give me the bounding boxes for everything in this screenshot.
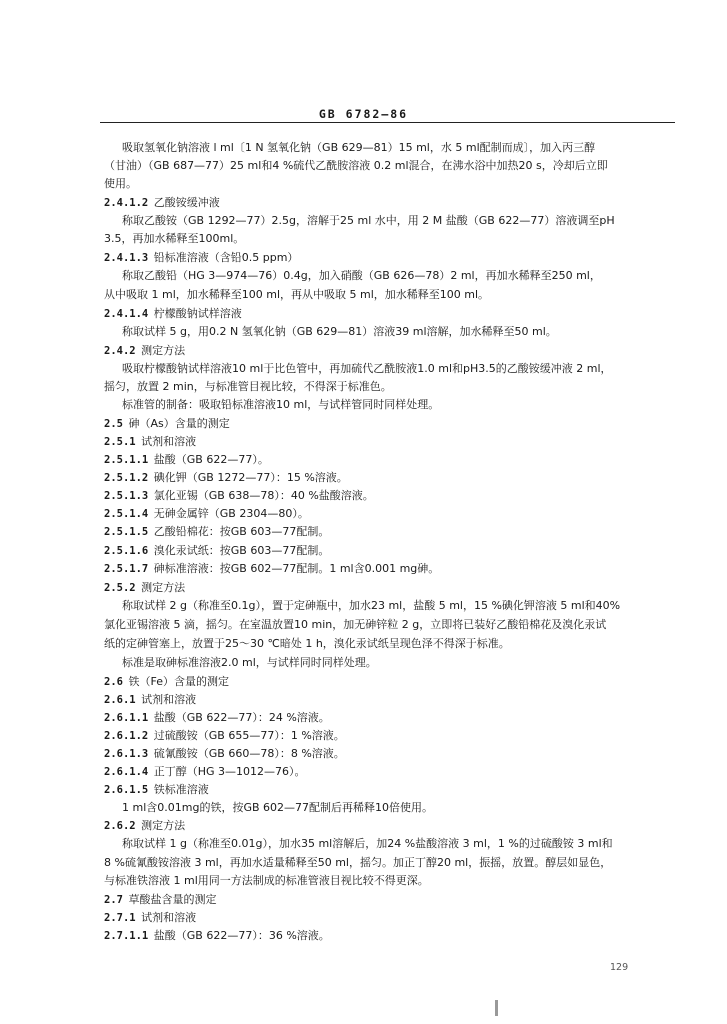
line-text: 铁（Fe）含量的测定 [128, 675, 229, 688]
line-text: 过硫酸铵（GB 655—77）：1 %溶液。 [153, 729, 345, 742]
section-number: 2.5.1.3 [104, 490, 149, 502]
paragraph-line [104, 873, 429, 889]
section-heading-line [104, 543, 329, 559]
section-number: 2.7 [104, 894, 123, 906]
line-text: 摇匀，放置 2 min，与标准管目视比较，不得深于标准色。 [104, 380, 392, 393]
line-text: 无砷金属锌（GB 2304—80）。 [153, 507, 309, 520]
section-number: 2.6 [104, 676, 123, 688]
line-text: 吸取氢氧化钠溶液 l ml〔1 N 氢氧化钠（GB 629—81）15 ml，水 5 ml配制而成〕，加入丙三醇 [122, 141, 596, 154]
line-text: 8 %硫氰酸铵溶液 3 ml，再加水适量稀释至50 ml，摇匀。加正丁醇20 ml，振摇，放置。醇层如显色， [104, 856, 612, 869]
section-heading-line [104, 434, 196, 450]
line-text: 盐酸（GB 622—77）。 [153, 453, 269, 466]
line-text: 标准管的制备：吸取铅标准溶液10 ml，与试样管同时同样处理。 [122, 398, 440, 411]
paragraph-line [104, 636, 510, 652]
section-number: 2.4.1.3 [104, 252, 149, 264]
line-text: 试剂和溶液 [141, 435, 197, 448]
section-heading-line [104, 782, 209, 798]
line-text: 3.5，再加水稀释至100ml。 [104, 232, 245, 245]
section-number: 2.7.1.1 [104, 930, 149, 942]
paragraph-line [122, 800, 433, 816]
section-number: 2.5.2 [104, 582, 136, 594]
section-heading-line [104, 928, 330, 944]
line-text: 硫氰酸铵（GB 660—78）：8 %溶液。 [153, 747, 345, 760]
paragraph-line [104, 287, 489, 303]
line-text: 氯化亚锡溶液 5 滴，摇匀。在室温放置10 min，加无砷锌粒 2 g，立即将已装好乙酸铅棉花及溴化汞试 [104, 618, 607, 631]
paragraph-line [122, 361, 612, 377]
paragraph-line [104, 231, 244, 247]
paragraph-line [122, 324, 557, 340]
paragraph-line [104, 176, 137, 192]
paragraph-line [104, 379, 392, 395]
section-number: 2.4.1.4 [104, 308, 149, 320]
section-number: 2.6.1.4 [104, 766, 149, 778]
section-heading-line [104, 343, 185, 359]
line-text: 氯化亚锡（GB 638—78）：40 %盐酸溶液。 [153, 489, 374, 502]
section-number: 2.6.2 [104, 820, 136, 832]
section-heading-line [104, 818, 185, 834]
line-text: 从中吸取 1 ml，加水稀释至100 ml，再从中吸取 5 ml，加水稀释至100 ml。 [104, 288, 490, 301]
section-heading-line [104, 746, 345, 762]
line-text: 草酸盐含量的测定 [128, 893, 217, 906]
section-number: 2.4.2 [104, 345, 136, 357]
line-text: 砷标准溶液：按GB 602—77配制。1 ml含0.001 mg砷。 [153, 562, 440, 575]
paragraph-line [104, 158, 608, 174]
page-header: GB 6782—86 [318, 107, 409, 121]
line-text: 盐酸（GB 622—77）：36 %溶液。 [153, 929, 330, 942]
line-text: 试剂和溶液 [141, 911, 197, 924]
paragraph-line [122, 397, 439, 413]
section-number: 2.4.1.2 [104, 197, 149, 209]
line-text: 称取乙酸铵（GB 1292—77）2.5g，溶解于25 ml 水中，用 2 M 盐酸（GB 622—77）溶液调至pH [122, 214, 615, 227]
line-text: 称取试样 2 g（称准至0.1g），置于定砷瓶中，加水23 ml，盐酸 5 ml，15 %碘化钾溶液 5 ml和40% [122, 599, 621, 612]
line-text: 柠檬酸钠试样溶液 [153, 307, 242, 320]
section-heading-line [104, 306, 242, 322]
line-text: 称取试样 5 g，用0.2 N 氢氧化钠（GB 629—81）溶液39 ml溶解，加水稀释至50 ml。 [122, 325, 557, 338]
section-heading-line [104, 488, 374, 504]
section-heading-line [104, 250, 298, 266]
line-text: 称取试样 1 g（称准至0.01g），加水35 ml溶解后，加24 %盐酸溶液 3 ml，1 %的过硫酸铵 3 ml和 [122, 837, 613, 850]
paragraph-line [122, 655, 377, 671]
line-text: 盐酸（GB 622—77）：24 %溶液。 [153, 711, 330, 724]
line-text: 铁标准溶液 [153, 783, 209, 796]
line-text: 乙酸铅棉花：按GB 603—77配制。 [153, 525, 330, 538]
section-number: 2.5.1.4 [104, 508, 149, 520]
section-heading-line [104, 892, 216, 908]
line-text: 乙酸铵缓冲液 [153, 196, 220, 209]
line-text: 测定方法 [141, 581, 186, 594]
paragraph-line [104, 617, 606, 633]
line-text: 1 ml含0.01mg的铁，按GB 602—77配制后再稀释10倍使用。 [122, 801, 434, 814]
section-number: 2.5.1.6 [104, 545, 149, 557]
page-number: 129 [610, 962, 629, 973]
line-text: 正丁醇（HG 3—1012—76）。 [153, 765, 306, 778]
section-heading-line [104, 416, 230, 432]
section-heading-line [104, 524, 329, 540]
section-number: 2.5.1 [104, 436, 136, 448]
section-number: 2.5.1.5 [104, 526, 149, 538]
paragraph-line [104, 855, 611, 871]
line-text: 吸取柠檬酸钠试样溶液10 ml于比色管中，再加硫代乙酰胺液1.0 ml和pH3.5的乙酸铵缓冲液 2 ml， [122, 362, 612, 375]
header-rule [100, 122, 675, 123]
paragraph-line [122, 140, 595, 156]
section-number: 2.5.1.1 [104, 454, 149, 466]
line-text: 铅标准溶液（含铅0.5 ppm） [153, 251, 299, 264]
section-number: 2.7.1 [104, 912, 136, 924]
section-number: 2.6.1.2 [104, 730, 149, 742]
scan-mark [495, 1000, 498, 1016]
line-text: 碘化钾（GB 1272—77）：15 %溶液。 [153, 471, 348, 484]
paragraph-line [122, 836, 613, 852]
section-heading-line [104, 452, 269, 468]
section-heading-line [104, 674, 229, 690]
section-heading-line [104, 910, 196, 926]
section-number: 2.6.1 [104, 694, 136, 706]
section-heading-line [104, 506, 309, 522]
line-text: 砷（As）含量的测定 [128, 417, 230, 430]
section-heading-line [104, 710, 330, 726]
line-text: 纸的定砷管塞上，放置于25～30 ℃暗处 1 h，溴化汞试纸呈现色泽不得深于标准。 [104, 637, 510, 650]
line-text: 使用。 [104, 177, 137, 190]
paragraph-line [122, 268, 601, 284]
paragraph-line [122, 598, 620, 614]
paragraph-line [122, 213, 615, 229]
section-heading-line [104, 728, 345, 744]
line-text: 测定方法 [141, 819, 186, 832]
line-text: 试剂和溶液 [141, 693, 197, 706]
line-text: 与标准铁溶液 1 ml用同一方法制成的标准管液目视比较不得更深。 [104, 874, 429, 887]
line-text: 测定方法 [141, 344, 186, 357]
section-number: 2.6.1.3 [104, 748, 149, 760]
section-number: 2.5.1.7 [104, 563, 149, 575]
section-number: 2.6.1.1 [104, 712, 149, 724]
section-number: 2.5 [104, 418, 123, 430]
line-text: 标准是取砷标准溶液2.0 ml，与试样同时同样处理。 [122, 656, 377, 669]
section-heading-line [104, 470, 348, 486]
section-heading-line [104, 580, 185, 596]
line-text: （甘油）（GB 687—77）25 ml和4 %硫代乙酰胺溶液 0.2 ml混合，在沸水浴中加热20 s，冷却后立即 [104, 159, 608, 172]
section-number: 2.5.1.2 [104, 472, 149, 484]
line-text: 溴化汞试纸：按GB 603—77配制。 [153, 544, 330, 557]
section-heading-line [104, 195, 220, 211]
section-heading-line [104, 692, 196, 708]
section-number: 2.6.1.5 [104, 784, 149, 796]
section-heading-line [104, 764, 306, 780]
section-heading-line [104, 561, 439, 577]
line-text: 称取乙酸铅（HG 3—974—76）0.4g，加入硝酸（GB 626—78）2 ml，再加水稀释至250 ml， [122, 269, 601, 282]
